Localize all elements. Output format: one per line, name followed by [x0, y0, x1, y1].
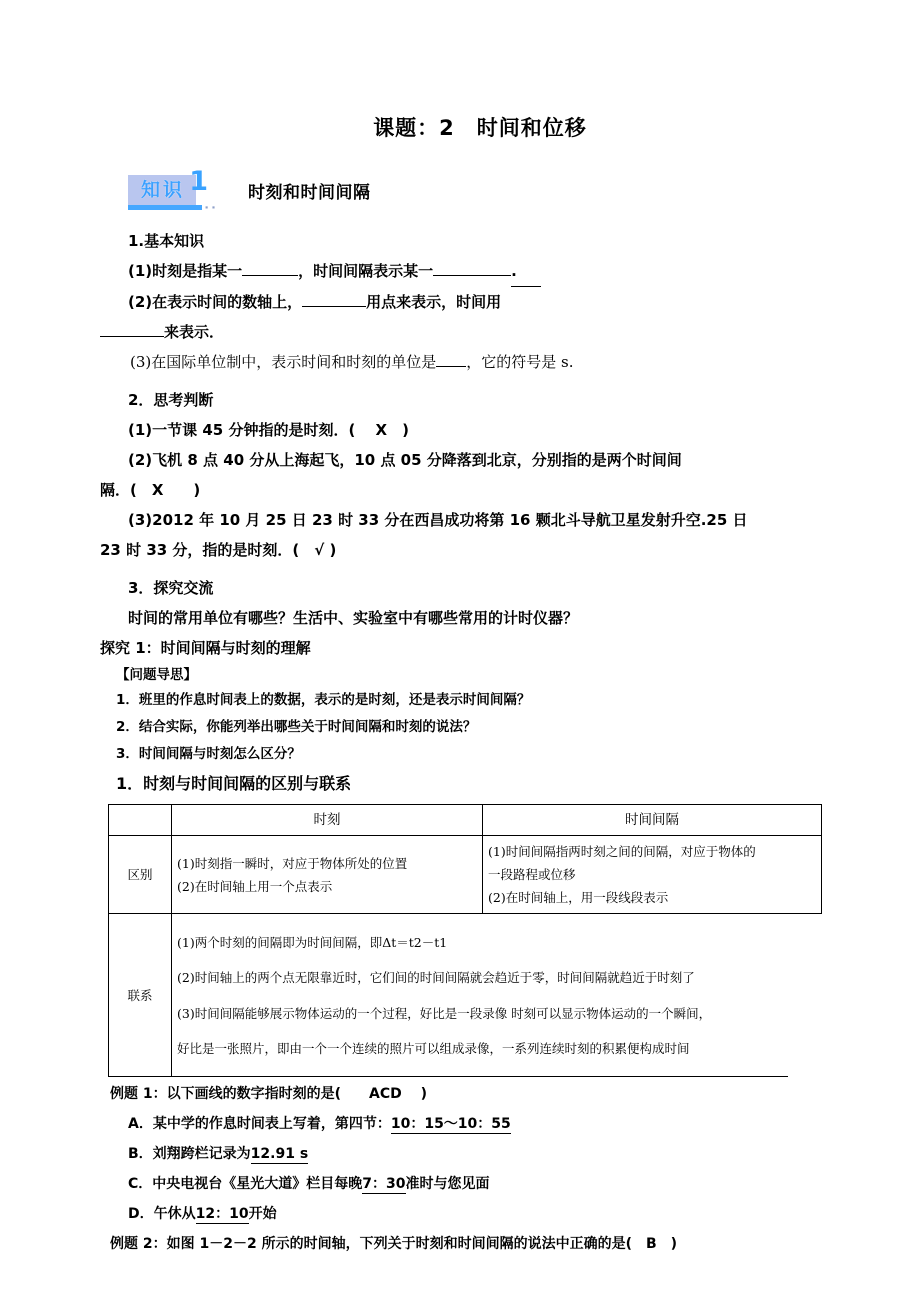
option-label: B．刘翔跨栏记录为	[128, 1145, 251, 1162]
option-underlined-value: 12.91 s	[250, 1145, 309, 1162]
explore-title: 探究 1：时间间隔与时刻的理解	[100, 639, 311, 657]
table-cell-difference-interval	[483, 836, 822, 914]
table-cell-line: (2)在时间轴上，用一段线段表示	[488, 890, 669, 905]
option-tail: 准时与您见面	[405, 1175, 490, 1192]
table-header-interval: 时间间隔	[483, 805, 822, 836]
option-underlined-value: 7：30	[362, 1175, 406, 1192]
inquiry-block	[100, 573, 820, 800]
blank-field-1	[242, 275, 298, 276]
basic-knowledge-block	[100, 226, 820, 377]
example-1-option-d	[100, 1199, 820, 1229]
table-row	[109, 914, 822, 1077]
knowledge-badge-dots: ￭ ￭	[205, 205, 216, 212]
judge-block	[100, 385, 820, 565]
inquiry-heading: 3．探究交流	[128, 579, 214, 597]
table-cell-relation	[172, 914, 822, 1077]
blank-field-5	[436, 366, 466, 367]
table-cell-line: 一段路程或位移	[488, 867, 576, 882]
guide-item-2: 2．结合实际，你能列举出哪些关于时间间隔和时刻的说法？	[116, 719, 477, 735]
basic-item-2-wrap	[100, 317, 820, 347]
table-bottom-rule	[108, 1076, 788, 1077]
guide-heading: 【问题导思】	[116, 667, 197, 683]
examples-block	[100, 1079, 820, 1259]
option-underlined-value: 10：15～10：55	[390, 1115, 511, 1132]
page-title: 课题：2 时间和位移	[373, 116, 587, 140]
comparison-subheading: 1．时刻与时间间隔的区别与联系	[116, 774, 352, 793]
table-cell-line: (2)在时间轴上用一个点表示	[177, 878, 333, 894]
knowledge-badge-number: 1	[189, 166, 208, 197]
judge-item-2-wrap: 隔．( X )	[100, 481, 201, 499]
option-label: C．中央电视台《星光大道》栏目每晚	[128, 1175, 363, 1192]
option-label: D．午休从	[128, 1205, 196, 1222]
knowledge-badge	[128, 166, 216, 212]
basic-item-1-text-a: (1)时刻是指某一	[128, 262, 243, 280]
table-cell-line: (3)时间间隔能够展示物体运动的一个过程，好比是一段录像 时刻可以显示物体运动的一个瞬间，	[177, 1005, 712, 1021]
judge-item-3: (3)2012 年 10 月 25 日 23 时 33 分在西昌成功将第 16 颗北斗导航卫星发射升空.25 日	[128, 511, 748, 529]
table-cell-line: (1)两个时刻的间隔即为时间间隔，即Δt＝t2－t1	[177, 934, 448, 950]
table-cell-line: 好比是一张照片，即由一个一个连续的照片可以组成录像，一系列连续时刻的积累便构成时间	[177, 1041, 690, 1056]
basic-item-3-text-a: (3)在国际单位制中，表示时间和时刻的单位是	[130, 353, 437, 371]
knowledge-section-title: 时刻和时间间隔	[248, 182, 371, 203]
option-label: A．某中学的作息时间表上写着，第四节：	[128, 1115, 391, 1132]
example-1-option-c	[100, 1169, 820, 1199]
knowledge-section-header	[100, 166, 820, 212]
basic-item-1-text-c: .	[511, 256, 541, 287]
blank-field-3	[302, 306, 366, 307]
table-header-moment: 时刻	[172, 805, 483, 836]
option-underlined-value: 12：10	[195, 1205, 249, 1222]
table-header-blank	[109, 805, 172, 836]
table-cell-line: (1)时刻指一瞬时，对应于物体所处的位置	[177, 855, 408, 871]
judge-item-3-wrap: 23 时 33 分，指的是时刻．( √ )	[100, 541, 337, 559]
page-content	[100, 100, 820, 1259]
table-row-label-relation: 联系	[109, 914, 172, 1077]
guide-item-3: 3．时间间隔与时刻怎么区分？	[116, 746, 301, 762]
blank-field-2	[433, 275, 511, 276]
blank-field-4	[100, 336, 164, 337]
knowledge-badge-label: 知识	[140, 178, 185, 201]
example-1-option-b	[100, 1139, 820, 1169]
basic-knowledge-heading: 1.基本知识	[128, 232, 205, 250]
basic-item-1-text-b: ，时间间隔表示某一	[298, 262, 434, 280]
basic-item-2-wrap-text: 来表示．	[164, 323, 225, 341]
basic-item-2-text-b: 用点来表示，时间用	[366, 293, 502, 311]
basic-item-3	[100, 347, 820, 377]
guide-item-1: 1．班里的作息时间表上的数据，表示的是时刻，还是表示时间间隔？	[116, 692, 531, 708]
table-cell-difference-moment	[172, 836, 483, 914]
inquiry-question: 时间的常用单位有哪些？生活中、实验室中有哪些常用的计时仪器？	[128, 609, 579, 627]
option-tail: 开始	[248, 1205, 277, 1222]
example-2-stem: 例题 2：如图 1－2－2 所示的时间轴，下列关于时刻和时间间隔的说法中正确的是( B )	[110, 1235, 678, 1252]
table-cell-line: (1)时间间隔指两时刻之间的间隔，对应于物体的	[488, 844, 756, 859]
table-row-label-difference: 区别	[109, 836, 172, 914]
example-1-option-a	[100, 1109, 820, 1139]
example-1-stem: 例题 1：以下画线的数字指时刻的是( ACD )	[110, 1085, 428, 1102]
table-header-row	[109, 805, 822, 836]
basic-item-1	[100, 256, 820, 287]
basic-item-3-text-b: ，它的符号是 s.	[466, 353, 574, 371]
comparison-table	[108, 804, 822, 1077]
judge-heading: 2．思考判断	[128, 391, 214, 409]
basic-item-2-text-a: (2)在表示时间的数轴上，	[128, 293, 303, 311]
knowledge-badge-underline-bar	[128, 205, 202, 210]
judge-item-1: (1)一节课 45 分钟指的是时刻．( X )	[128, 421, 409, 439]
basic-item-2	[100, 287, 820, 317]
table-cell-line: (2)时间轴上的两个点无限靠近时，它们间的时间间隔就会趋近于零，时间间隔就趋近于时刻了	[177, 970, 695, 985]
table-row	[109, 836, 822, 914]
judge-item-2: (2)飞机 8 点 40 分从上海起飞，10 点 05 分降落到北京，分别指的是两个时间间	[128, 451, 682, 469]
